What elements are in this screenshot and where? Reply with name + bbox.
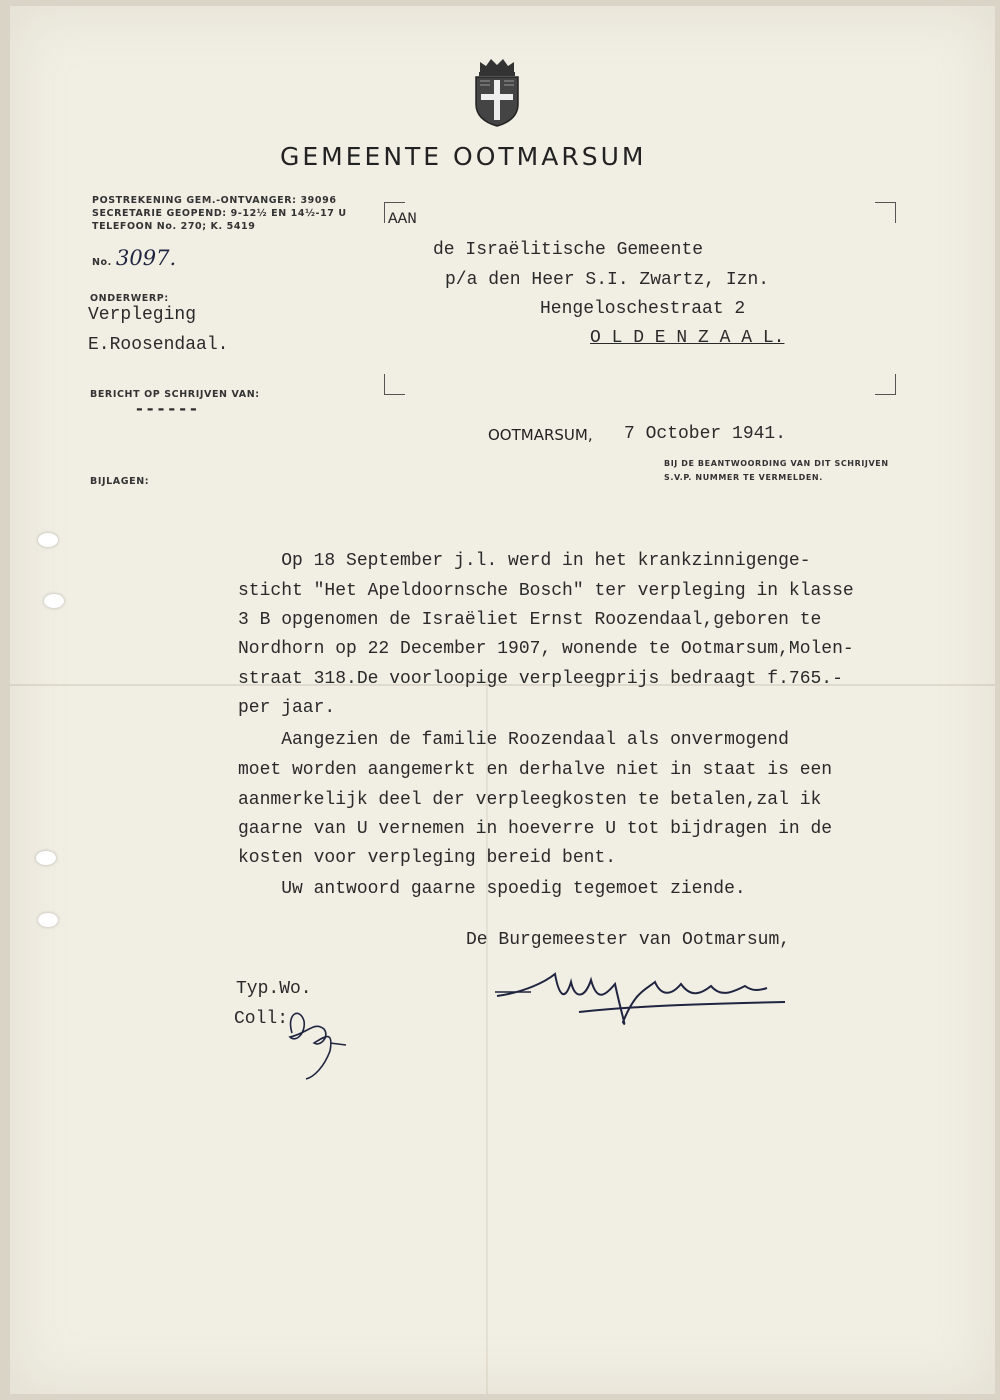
punch-hole — [38, 533, 58, 547]
punch-hole — [44, 594, 64, 608]
subject-line: E.Roosendaal. — [88, 335, 229, 355]
address-corner-mark — [384, 374, 405, 395]
body-line: kosten voor verpleging bereid bent. — [238, 848, 617, 868]
info-line-hours: SECRETARIE GEOPEND: 9-12½ EN 14½-17 U — [92, 208, 347, 219]
body-line: 3 B opgenomen de Israëliet Ernst Roozendaal,geboren te — [238, 610, 822, 630]
body-line: Op 18 September j.l. werd in het krankzinnigenge- — [238, 551, 811, 571]
info-line-bank: POSTREKENING GEM.-ONTVANGER: 39096 — [92, 195, 337, 206]
subject-line: Verpleging — [88, 305, 197, 325]
body-line: moet worden aangemerkt en derhalve niet in staat is een — [238, 760, 833, 780]
address-line: Hengeloschestraat 2 — [540, 299, 746, 319]
date-value: 7 October 1941. — [624, 424, 787, 444]
body-line: straat 318.De voorloopige verpleegprijs bedraagt f.765.- — [238, 669, 843, 689]
info-line-phone: TELEFOON No. 270; K. 5419 — [92, 221, 256, 232]
address-city: O L D E N Z A A L. — [590, 328, 785, 348]
body-line: sticht "Het Apeldoornsche Bosch" ter verpleging in klasse — [238, 581, 854, 601]
reference-note-line: S.V.P. NUMMER TE VERMELDEN. — [664, 473, 823, 482]
closing-line: De Burgemeester van Ootmarsum, — [466, 930, 791, 950]
body-line: aanmerkelijk deel der verpleegkosten te betalen,zal ik — [238, 790, 822, 810]
body-line: Uw antwoord gaarne spoedig tegemoet ziende. — [238, 879, 746, 899]
municipality-title: GEMEENTE OOTMARSUM — [280, 142, 647, 171]
reply-value: ------ — [134, 400, 199, 420]
paper-fold-vertical — [486, 680, 488, 1394]
typist-initials: Typ.Wo. — [236, 979, 312, 999]
number-label: No. — [92, 257, 112, 268]
address-line: de Israëlitische Gemeente — [433, 240, 704, 260]
reply-label: BERICHT OP SCHRIJVEN VAN: — [90, 389, 260, 400]
collated-label: Coll: — [234, 1009, 289, 1029]
subject-label: ONDERWERP: — [90, 293, 169, 304]
address-line: p/a den Heer S.I. Zwartz, Izn. — [445, 270, 770, 290]
body-line: Nordhorn op 22 December 1907, wonende te Ootmarsum,Molen- — [238, 639, 854, 659]
mayor-signature — [495, 962, 790, 1034]
address-corner-mark — [875, 202, 896, 223]
coat-of-arms-icon — [472, 56, 522, 128]
date-place: OOTMARSUM, — [488, 426, 593, 444]
body-line: per jaar. — [238, 698, 336, 718]
address-corner-mark — [875, 374, 896, 395]
punch-hole — [36, 851, 56, 865]
body-line: Aangezien de familie Roozendaal als onvermogend — [238, 730, 789, 750]
attachments-label: BIJLAGEN: — [90, 476, 150, 487]
body-line: gaarne van U vernemen in hoeverre U tot bijdragen in de — [238, 819, 833, 839]
handwritten-number: 3097. — [116, 246, 177, 270]
punch-hole — [38, 913, 58, 927]
collation-initials-scribble — [284, 1003, 350, 1083]
address-label: AAN — [388, 210, 417, 228]
reference-note-line: BIJ DE BEANTWOORDING VAN DIT SCHRIJVEN — [664, 459, 889, 468]
